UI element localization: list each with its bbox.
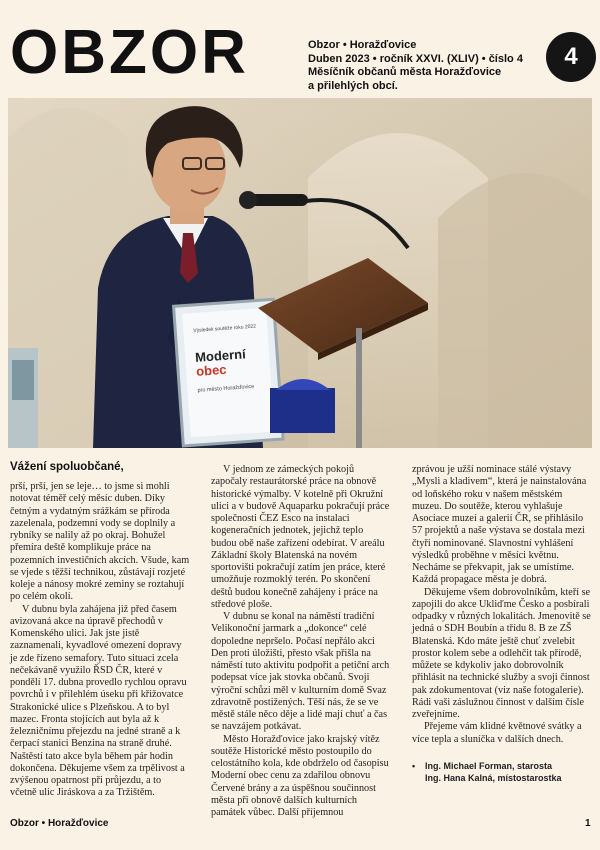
paragraph: prší, prší, jen se leje… to jsme si mohli notovat téměř celý měsíc duben. Díky četným a vydatným srážkám se příroda zazelenala, podzemní vody se doplnily a rybníky se nalily až po okraj. Bohužel přemíra deště komplikuje práce na pozemních investičních akcích. Všude, kam se vjede s těžší technikou, zůstávají rozjeté koleje a nánosy mokré zeminy se roztahují po celém okolí. — [10, 481, 190, 603]
page-number: 1 — [585, 818, 591, 829]
paragraph: Přejeme vám klidné květnové svátky a více tepla a sluníčka v dalších dnech. — [412, 721, 582, 745]
svg-text:obec: obec — [195, 361, 227, 379]
paragraph: Děkujeme všem dobrovolníkům, kteří se zapojili do akce Ukliďme Česko a posbírali odpadky v různých lokalitách. Jmenovitě se jedná o SDH Boubín a třídu 8. B ze ZŠ Blatenská. Kdo máte ještě chuť zvelebit prostor kolem sebe a odlehčit tak přírodě, můžete se kdykoliv jako dobrovolník přihlásit na technické služby a svoji činnost pak zdokumentovat (viz naše fotogalerie). Rádi vaši záslužnou činnost v dalším čísle zveřejníme. — [412, 586, 591, 720]
paragraph: V dubnu byla zahájena již před časem avizovaná akce na úpravě přechodů v Komenského ulici. Jak jste jistě zaznamenali, kyvadlové omezení dopravy je zde řízeno semafory. Tuto situaci zcela nečekávaně využilo ŘSD ČR, které v pondělí 17. dubna provedlo rychlou opravu povrchů i v přilehlém úseku při křižovatce Strakonické ulice s Plzeňskou. A to byl mazec. Fronta stojících aut byla až k železničnímu přejezdu na jedné straně a k čerpací stanici Benzina na straně druhé. Naštěstí tato akce byla během pár hodin dokončena. Děkujeme všem za trpělivost a zvýšenou opatrnost při průjezdu, a to včetně ulic Jiráskova a za Tržištěm. — [10, 603, 187, 799]
issue-number-badge: 4 — [546, 32, 596, 82]
newspaper-logo: OBZOR — [10, 18, 249, 87]
article-greeting: Vážení spoluobčané, — [10, 461, 124, 473]
paragraph: zprávou je užší nominace stálé výstavy „Mysli a kladivem“, která je nainstalována od loňského roku v našem městském muzeu. Do soutěže, kterou vyhlašuje Asociace muzeí a galerií ČR, se přihlásilo 57 projektů a naše výstava se dostala mezi čtyři nominované. Slavnostní vyhlášení výsledků proběhne v měsíci květnu. Necháme se překvapit, jak se umístíme. Každá propagace města je dobrá. — [412, 464, 587, 586]
meta-description: Měsíčník občanů města Horažďovice — [308, 66, 502, 78]
svg-text:Výsledek soutěže roku 2022: Výsledek soutěže roku 2022 — [193, 323, 257, 334]
meta-issue-date: Duben 2023 • ročník XXVI. (XLIV) • číslo 4 — [308, 52, 523, 65]
signature-mayor: Ing. Michael Forman, starosta — [425, 760, 553, 771]
cover-photo — [8, 98, 592, 448]
svg-text:Moderní: Moderní — [194, 346, 247, 365]
svg-text:pro město Horažďovice: pro město Horažďovice — [197, 383, 255, 394]
paragraph: V dubnu se konal na náměstí tradiční Velikonoční jarmark a „dokonce“ celé dopoledne nepršelo. Počasí nepřálo akci Den proti úložišti, přesto však přišla na náměstí tuto aktivitu podpořit a petiční arch podepsat více jak stovka občanů. Svoji výroční schůzi měl v kulturním domě Svaz zdravotně postižených. Těší nás, že se ve městě stále něco děje a lidé mají chuť a čas se navzájem potkávat. — [211, 611, 390, 733]
signature-line — [412, 760, 592, 772]
masthead — [0, 0, 600, 95]
signatures — [412, 760, 592, 784]
article-column-1 — [10, 481, 190, 800]
issue-meta — [308, 39, 548, 93]
meta-publication: Obzor • Horažďovice — [308, 39, 417, 51]
signature-line — [412, 772, 592, 784]
meta-description-2: a přilehlých obcí. — [308, 79, 398, 92]
signature-deputy: Ing. Hana Kalná, místostarostka — [425, 772, 562, 783]
footer-publication: Obzor • Horažďovice — [10, 818, 109, 829]
bullet-icon: • — [412, 760, 416, 771]
article-column-2 — [211, 464, 391, 819]
paragraph: Město Horažďovice jako krajský vítěz soutěže Historické město postoupilo do celostátního kola, kde obdrželo od časopisu Moderní obec cenu za zdařilou obnovu Červené brány a za úspěšnou součinnost města při obnově dalších kulturních památek vůbec. Další příjemnou — [211, 733, 389, 818]
article-column-3 — [412, 464, 592, 784]
paragraph: V jednom ze zámeckých pokojů započaly restaurátorské práce na obnově historické výmalby. V kotelně při Okružní ulici a v budově Aquaparku pokračují práce společnosti ČEZ Esco na instalaci kogeneračních jednotek, jejichž teplo budou obě naše zařízení odebírat. V areálu Základní školy Blatenská na novém sportovišti pokračují zatím jen práce, které umožňuje rozmoklý terén. Po skončení deštů budou konečně zahájeny i práce na středové ploše. — [211, 464, 390, 610]
